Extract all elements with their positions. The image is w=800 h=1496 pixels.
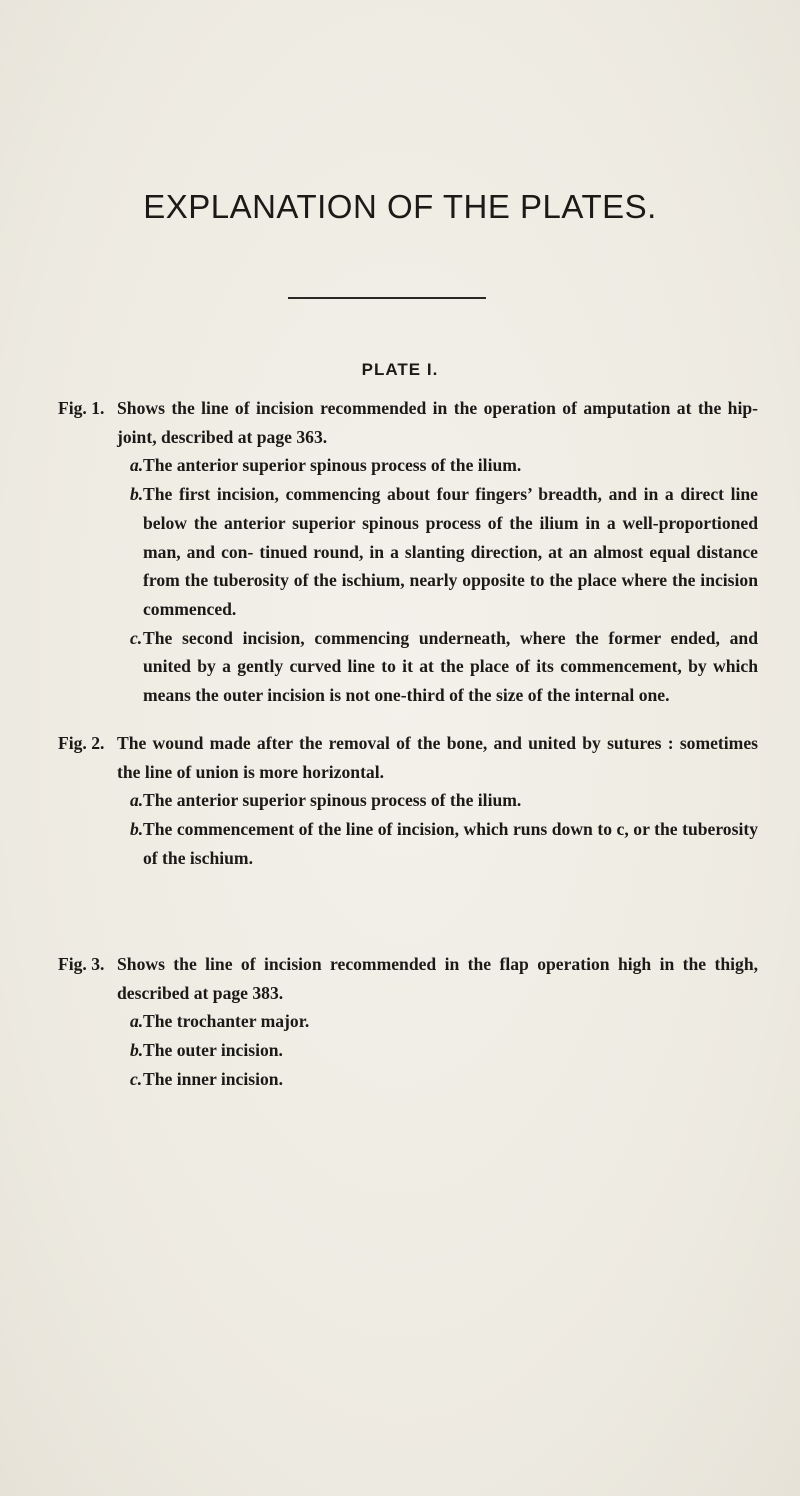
item-letter: a. <box>130 455 144 476</box>
figure-2-entry <box>58 729 758 873</box>
item-letter: c. <box>130 1068 143 1089</box>
figure-label: Fig. 2. <box>58 733 105 753</box>
item-text: The outer incision. <box>143 1040 283 1061</box>
title-divider <box>288 297 486 299</box>
figure-items <box>130 451 758 709</box>
figure-item <box>130 624 758 710</box>
item-letter: c. <box>130 627 143 648</box>
item-text: The commencement of the line of incision, which runs down to c, or the tuberosity of the ischium. <box>143 819 758 868</box>
figure-item <box>130 815 758 872</box>
figure-item <box>130 786 758 815</box>
figure-1-entry <box>58 394 758 710</box>
page-title: EXPLANATION OF THE PLATES. <box>143 188 657 225</box>
figure-label: Fig. 3. <box>58 954 105 974</box>
figure-label: Fig. 1. <box>58 398 105 418</box>
figure-description: Shows the line of incision recommended in the flap operation high in the thigh, described at page 383. <box>117 954 758 1003</box>
item-letter: b. <box>130 819 144 840</box>
item-text: The anterior superior spinous process of the ilium. <box>143 790 522 811</box>
item-text: The first incision, commencing about four fingers’ breadth, and in a direct line below the anterior superior spinous process of the ilium in a well-proportioned man, and con- tinued round, in a slanting direction, at an almost equal distance from the tuberosity of the ischium, nearly opposite to the place where the incision commenced. <box>143 484 758 619</box>
item-text: The inner incision. <box>143 1068 283 1089</box>
figure-item <box>130 451 758 480</box>
item-letter: b. <box>130 1040 144 1061</box>
item-text: The trochanter major. <box>143 1011 310 1032</box>
plate-heading: PLATE I. <box>361 360 439 379</box>
item-text: The second incision, commencing underneath, where the former ended, and united by a gently curved line to it at the place of its commencement, by which means the outer incision is not one-third of the size of the internal one. <box>143 627 758 706</box>
figure-items <box>130 1007 758 1093</box>
item-letter: b. <box>130 484 144 505</box>
figure-description: Shows the line of incision recommended in the operation of amputation at the hip-joint, described at page 363. <box>117 398 758 447</box>
figure-description: The wound made after the removal of the bone, and united by sutures : sometimes the line of union is more horizontal. <box>117 733 758 782</box>
figure-item <box>130 1007 758 1036</box>
figure-3-entry <box>58 950 758 1094</box>
item-text: The anterior superior spinous process of the ilium. <box>143 455 522 476</box>
figure-item <box>130 1065 758 1094</box>
item-letter: a. <box>130 1011 144 1032</box>
figure-items <box>130 786 758 872</box>
figure-item <box>130 480 758 624</box>
item-letter: a. <box>130 790 144 811</box>
figure-item <box>130 1036 758 1065</box>
